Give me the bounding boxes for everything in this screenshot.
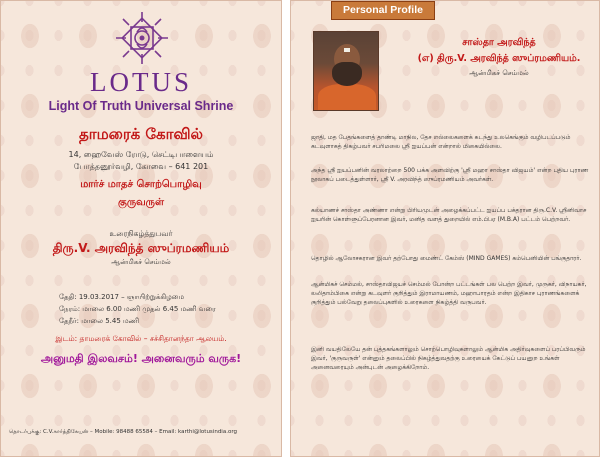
profile-name-full: (எ) திரு.V. அரவிந்த் ஸுப்ரமணியம். xyxy=(417,53,581,64)
profile-paragraph-5: ஆன்மிகச் செம்மல், சாஸ்தாவிஜயச் செம்மல் போன்ற பட்டங்கள் பல பெற்ற இவர், முருகர், விநாயகர், லலிதாம்பிகை என்று கடவுளர் குறித்தும் இராமாயணம், மஹாபாரதம் என்ற இதிகாச புராணங்களைக் குறித்தும் பல்வேறு தலைப்புகளில் உரைகளை நிகழ்த்தி வருபவர். xyxy=(311,281,587,306)
date-line: தேதி: 19.03.2017 – ஞாயிற்றுக்கிழமை xyxy=(59,293,184,301)
speaker-name: திரு.V. அரவிந்த் ஸுப்ரமணியம் xyxy=(52,241,230,255)
time-line: நேரம்: மாலை 6.00 மணி முதல் 6.45 மணி வரை xyxy=(59,305,216,313)
speaker-label: உரைநிகழ்த்துபவர் xyxy=(109,229,173,238)
temple-title: தாமரைக் கோவில் xyxy=(78,125,204,143)
event-title: மார்ச் மாதச் சொற்பொழிவு xyxy=(80,179,202,190)
tea-line: தேநீர்: மாலை 5.45 மணி xyxy=(59,317,140,325)
personal-profile-tab: Personal Profile xyxy=(331,1,435,20)
profile-paragraph-2: அந்த ஸ்ரீ ஐயப்பனின் வரலாற்றை 500 பக்க அளவிற்கு 'ஸ்ரீ மஹா சாஸ்தா விஜயம்' என்ற புதிய புராண நூலாகப் படைத்துள்ளார், ஸ்ரீ V. அரவிந்த் ஸுப்ரமணியம் அவர்கள். xyxy=(311,167,589,183)
contact-line: தொடர்புக்கு: C.V.கார்த்திகேயன் – Mobile: 98488 65584 – Email: karthi@lotusindia.org xyxy=(9,429,237,435)
profile-paragraph-4: தொழில் ஆலோசகரான இவர் தற்போது மைண்ட் கேம்ஸ் (MIND GAMES) கம்பெனியின் பங்குதாரர். xyxy=(311,255,582,262)
profile-paragraph-6: இனி வயதிலேயே தன் புத்தகங்களாலும் சொற்பொழிவுகளாலும் ஆன்மிக அதிர்வுகளைப் பரப்பிவரும் இவர், 'குருவருள்' என்னும் தலைப்பில் நிகழ்த்துவதற்கு உரையைக் கேட்டுப் பயனுற உங்கள் அனைவரையும் அன்புடன் அழைக்கிறோம். xyxy=(311,346,586,371)
speaker-role: ஆன்மிகச் செம்மல் xyxy=(111,258,171,266)
venue-line: இடம்: தாமரைக் கோவில் – சச்சிதானந்தா ஆலயம். xyxy=(55,334,227,343)
address-line-2: போத்தனூர்வழி, கோவை – 641 201 xyxy=(73,162,209,171)
portrait-forehead-mark xyxy=(344,48,350,52)
brand-name: LOTUS xyxy=(90,67,192,97)
portrait-beard xyxy=(332,62,362,86)
invitation-panel xyxy=(0,0,282,457)
address-line-1: 14, ஹைவேஸ் ரோடு, செட்டிபாளையம் xyxy=(68,150,214,159)
panel-gap xyxy=(282,0,290,457)
profile-paragraph-3: கல்யாணச் சாஸ்தா அண்ணா என்று பிரியமுடன் அழைக்கப்பட்ட ஐயப்ப பக்தரான திரு.C.V. ஸ்ரீனிவாச ஐயரின் கொள்ளுப்பேரனான இவர், மனித வளத் துறையில் எம்.பி.ஏ (M.B.A) பட்டம் பெற்றவர். xyxy=(311,207,587,223)
speaker-portrait xyxy=(313,31,379,111)
profile-name-primary: சாஸ்தா அரவிந்த் xyxy=(462,37,536,48)
profile-panel xyxy=(290,0,600,457)
welcome-line: அனுமதி இலவசம்! அனைவரும் வருக! xyxy=(40,352,242,365)
lotus-emblem-icon xyxy=(107,7,177,69)
event-timing xyxy=(59,291,216,327)
profile-paragraph-1: ஜாதி, மத பேதங்களைத் தாண்டி மாநில, தேச எல்லைகளைக் கடந்து உலகெங்கும் வழிபடப்படும் கடவுளாகத் திகழ்பவர் சபரிமலை ஸ்ரீ ஐயப்பன் என்றால் மிகையில்லை. xyxy=(311,134,571,150)
profile-role: ஆன்மிகச் செம்மல் xyxy=(469,69,529,77)
portrait-robe xyxy=(318,84,376,111)
brand-tagline: Light Of Truth Universal Shrine xyxy=(48,99,234,113)
event-topic: குருவருள் xyxy=(118,197,164,208)
